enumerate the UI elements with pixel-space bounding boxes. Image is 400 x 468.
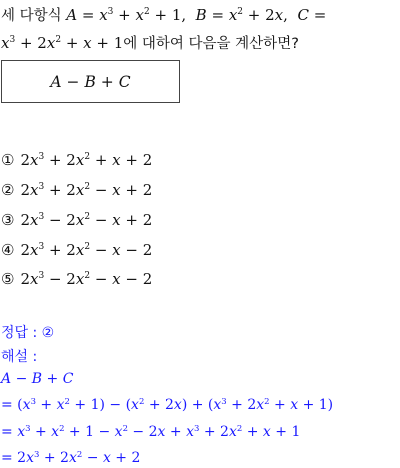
box-expression: A − B + C bbox=[50, 72, 131, 91]
answer-label: 정답 : ② bbox=[1, 325, 55, 341]
choice-expression: $2x^3 - 2x^2 - x + 2$ bbox=[20, 211, 153, 229]
question-line-1 bbox=[1, 4, 326, 25]
question-suffix: 에 대하여 다음을 계산하면? bbox=[123, 36, 299, 52]
choice-expression: $2x^3 - 2x^2 - x - 2$ bbox=[20, 270, 153, 288]
choice-expression: $2x^3 + 2x^2 + x + 2$ bbox=[20, 151, 153, 169]
explanation-label: 해설 : bbox=[1, 349, 38, 365]
question-math-1: $A = x^3 + x^2 + 1$, $B = x^2 + 2x$, C = bbox=[66, 6, 327, 24]
choice-marker: ⑤ bbox=[1, 270, 15, 288]
expression-box bbox=[1, 60, 180, 103]
choice-4[interactable] bbox=[1, 241, 152, 260]
question-math-2: $x^3 + 2x^2 + x + 1$ bbox=[1, 34, 124, 52]
choice-marker: ① bbox=[1, 151, 15, 169]
solution-step-4: = $2x^3 + 2x^2 - x + 2$ bbox=[1, 450, 141, 466]
choice-marker: ② bbox=[1, 181, 15, 199]
question-line-2 bbox=[1, 32, 299, 53]
choice-2[interactable] bbox=[1, 181, 152, 200]
solution-step-2: = $(x^3 + x^2 + 1) - (x^2 + 2x) + (x^3 + 2x^2 + x + 1)$ bbox=[1, 397, 334, 413]
choice-marker: ③ bbox=[1, 211, 15, 229]
choice-expression: $2x^3 + 2x^2 - x + 2$ bbox=[20, 181, 153, 199]
choice-marker: ④ bbox=[1, 241, 15, 259]
choice-5[interactable] bbox=[1, 270, 152, 289]
choice-3[interactable] bbox=[1, 211, 152, 230]
question-prefix: 세 다항식 bbox=[1, 8, 67, 24]
solution-step-3: = $x^3 + x^2 + 1 - x^2 - 2x + x^3 + 2x^2 + x + 1$ bbox=[1, 424, 301, 440]
choice-expression: $2x^3 + 2x^2 - x - 2$ bbox=[20, 241, 153, 259]
choice-1[interactable] bbox=[1, 151, 152, 170]
solution-step-1: A − B + C bbox=[1, 371, 74, 387]
